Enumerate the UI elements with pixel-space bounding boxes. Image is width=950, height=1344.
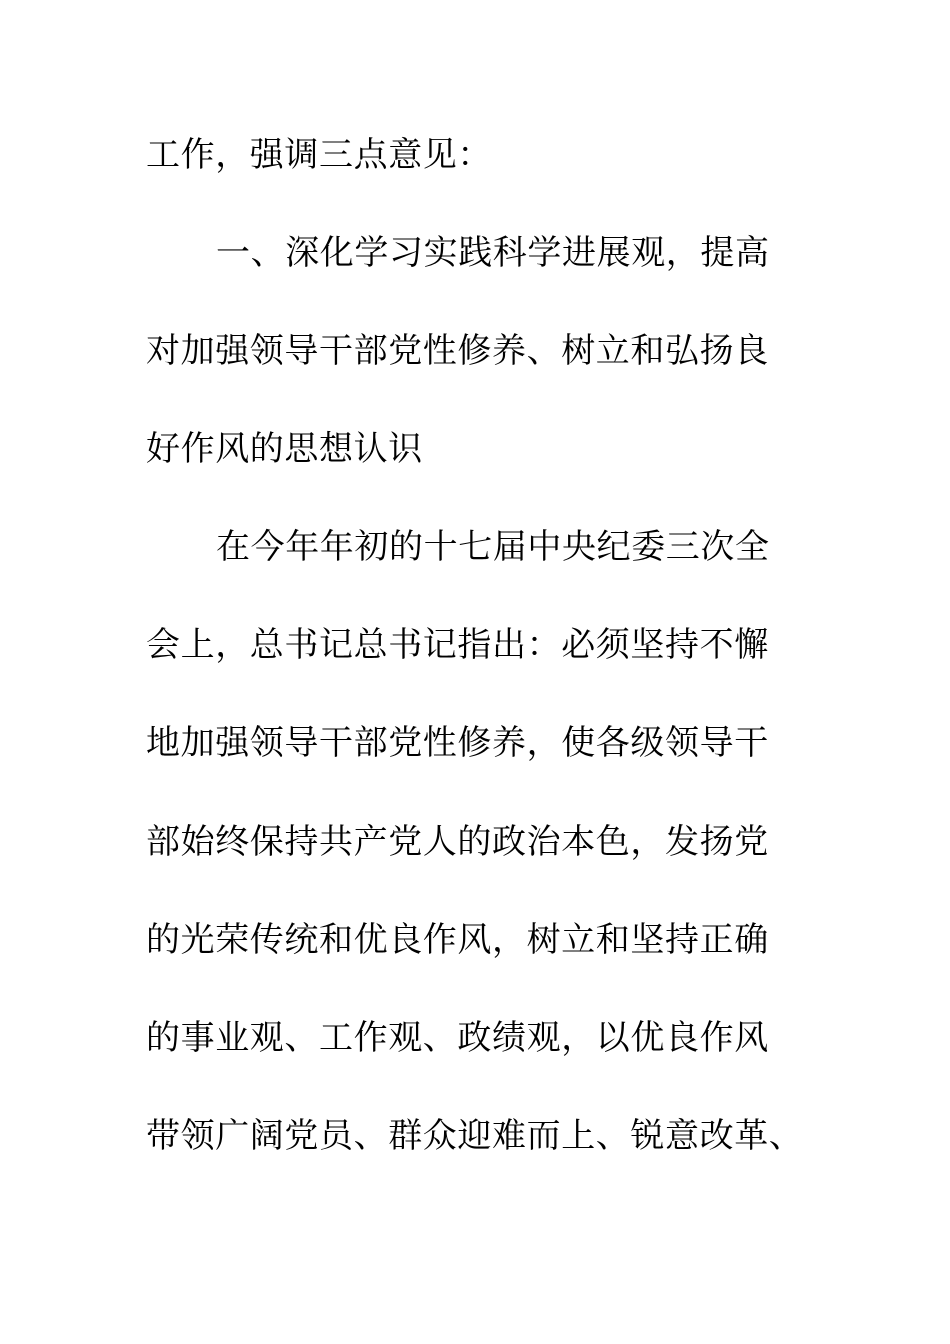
paragraph-line-5: 的光荣传统和优良作风，树立和坚持正确 [146,920,769,960]
paragraph-line-6: 的事业观、工作观、政绩观，以优良作风 [146,1018,769,1058]
paragraph-line-2: 会上，总书记总书记指出：必须坚持不懈 [146,625,769,665]
section-heading-line-2: 对加强领导干部党性修养、树立和弘扬良 [146,331,769,371]
paragraph-line-3: 地加强领导干部党性修养，使各级领导干 [146,723,769,763]
section-heading-line-3: 好作风的思想认识 [146,429,423,469]
paragraph-line-1: 在今年年初的十七届中央纪委三次全 [216,527,770,567]
section-heading-line-1: 一、深化学习实践科学进展观，提高 [216,233,770,273]
paragraph-line-4: 部始终保持共产党人的政治本色，发扬党 [146,822,769,862]
paragraph-line-7: 带领广阔党员、群众迎难而上、锐意改革、 [146,1116,804,1156]
text-line-1: 工作，强调三点意见： [146,135,492,175]
